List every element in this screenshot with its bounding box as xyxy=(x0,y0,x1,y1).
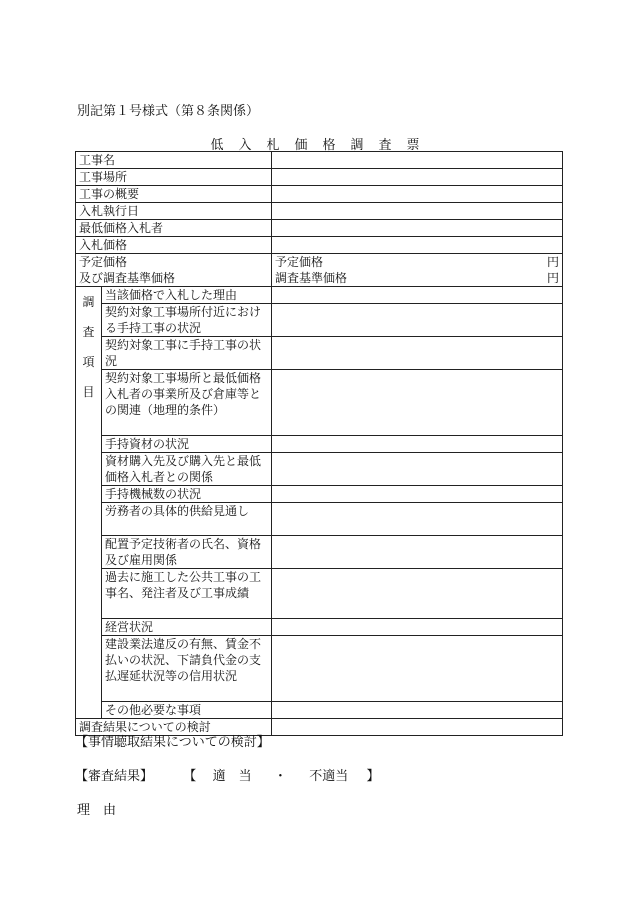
row-label: 工事の概要 xyxy=(76,186,272,203)
row-label: 調査結果についての検討 xyxy=(76,719,272,736)
item-label: 経営状況 xyxy=(102,619,272,636)
table-row xyxy=(76,436,563,453)
item-label: 過去に施工した公共工事の工事名、発注者及び工事成績 xyxy=(102,569,272,619)
table-row xyxy=(76,453,563,486)
table-row xyxy=(76,186,563,203)
price-label xyxy=(76,254,272,287)
item-label: 契約対象工事場所と最低価格入札者の事業所及び倉庫等との関連（地理的条件） xyxy=(102,370,272,436)
price-values xyxy=(272,254,563,287)
planned-price-label: 予定価格 xyxy=(275,255,324,269)
table-row xyxy=(76,569,563,619)
table-row xyxy=(76,370,563,436)
side-char: 項 xyxy=(82,355,95,369)
table-row xyxy=(76,636,563,702)
row-label: 最低価格入札者 xyxy=(76,220,272,237)
item-label: 契約対象工事に手持工事の状況 xyxy=(102,337,272,370)
side-char: 査 xyxy=(82,325,95,339)
value-cell xyxy=(272,186,563,203)
row-label: 入札価格 xyxy=(76,237,272,254)
value-cell xyxy=(272,152,563,169)
value-cell xyxy=(272,237,563,254)
table-row xyxy=(76,220,563,237)
table-row xyxy=(76,152,563,169)
item-label: 建設業法違反の有無、賃金不払いの状況、下請負代金の支払遅延状況等の信用状況 xyxy=(102,636,272,702)
value-cell xyxy=(272,702,563,719)
table-row xyxy=(76,203,563,220)
value-cell xyxy=(272,536,563,569)
table-row xyxy=(76,287,563,304)
survey-table xyxy=(75,151,563,736)
review-result xyxy=(75,765,380,784)
bracket-close: 】 xyxy=(366,769,380,784)
result-label: 【審査結果】 xyxy=(75,769,154,784)
page-title: 低入札価格調査票 xyxy=(210,138,435,153)
item-label: 資材購入先及び購入先と最低価格入札者との関係 xyxy=(102,453,272,486)
value-cell xyxy=(272,453,563,486)
item-label: 手持資材の状況 xyxy=(102,436,272,453)
value-cell xyxy=(272,569,563,619)
form-number: 別記第１号様式（第８条関係） xyxy=(77,104,260,119)
value-cell xyxy=(272,719,563,736)
value-cell xyxy=(272,203,563,220)
yen-unit: 円 xyxy=(547,255,560,269)
value-cell xyxy=(272,287,563,304)
table-row xyxy=(76,619,563,636)
value-cell xyxy=(272,337,563,370)
price-label-line2: 及び調査基準価格 xyxy=(79,271,176,285)
item-label: 手持機械数の状況 xyxy=(102,486,272,503)
row-label: 工事場所 xyxy=(76,169,272,186)
reason-label: 理 由 xyxy=(77,803,117,818)
value-cell xyxy=(272,619,563,636)
table-row xyxy=(76,486,563,503)
table-row xyxy=(76,304,563,337)
bracket-open: 【 xyxy=(183,769,197,784)
value-cell xyxy=(272,370,563,436)
value-cell xyxy=(272,220,563,237)
side-char: 目 xyxy=(82,385,95,399)
table-row xyxy=(76,503,563,536)
option-inappropriate[interactable]: 不適当 xyxy=(309,769,349,784)
table-row xyxy=(76,169,563,186)
item-label: 配置予定技術者の氏名、資格及び雇用関係 xyxy=(102,536,272,569)
value-cell xyxy=(272,503,563,536)
table-row xyxy=(76,237,563,254)
table-row xyxy=(76,337,563,370)
value-cell xyxy=(272,486,563,503)
price-label-line1: 予定価格 xyxy=(79,255,128,269)
item-label: 契約対象工事場所付近における手持工事の状況 xyxy=(102,304,272,337)
value-cell xyxy=(272,169,563,186)
item-label: 当該価格で入札した理由 xyxy=(102,287,272,304)
value-cell xyxy=(272,304,563,337)
price-row xyxy=(76,254,563,287)
row-label: 工事名 xyxy=(76,152,272,169)
side-char: 調 xyxy=(82,295,95,309)
row-label: 入札執行日 xyxy=(76,203,272,220)
table-row xyxy=(76,536,563,569)
option-separator: ・ xyxy=(273,769,287,784)
yen-unit: 円 xyxy=(547,271,560,285)
option-appropriate[interactable]: 適 当 xyxy=(212,769,252,784)
value-cell xyxy=(272,436,563,453)
hearing-heading: 【事情聴取結果についての検討】 xyxy=(75,735,270,750)
value-cell xyxy=(272,636,563,702)
baseline-price-label: 調査基準価格 xyxy=(275,271,348,285)
survey-items-label xyxy=(76,287,102,719)
item-label: その他必要な事項 xyxy=(102,702,272,719)
table-row xyxy=(76,702,563,719)
item-label: 労務者の具体的供給見通し xyxy=(102,503,272,536)
